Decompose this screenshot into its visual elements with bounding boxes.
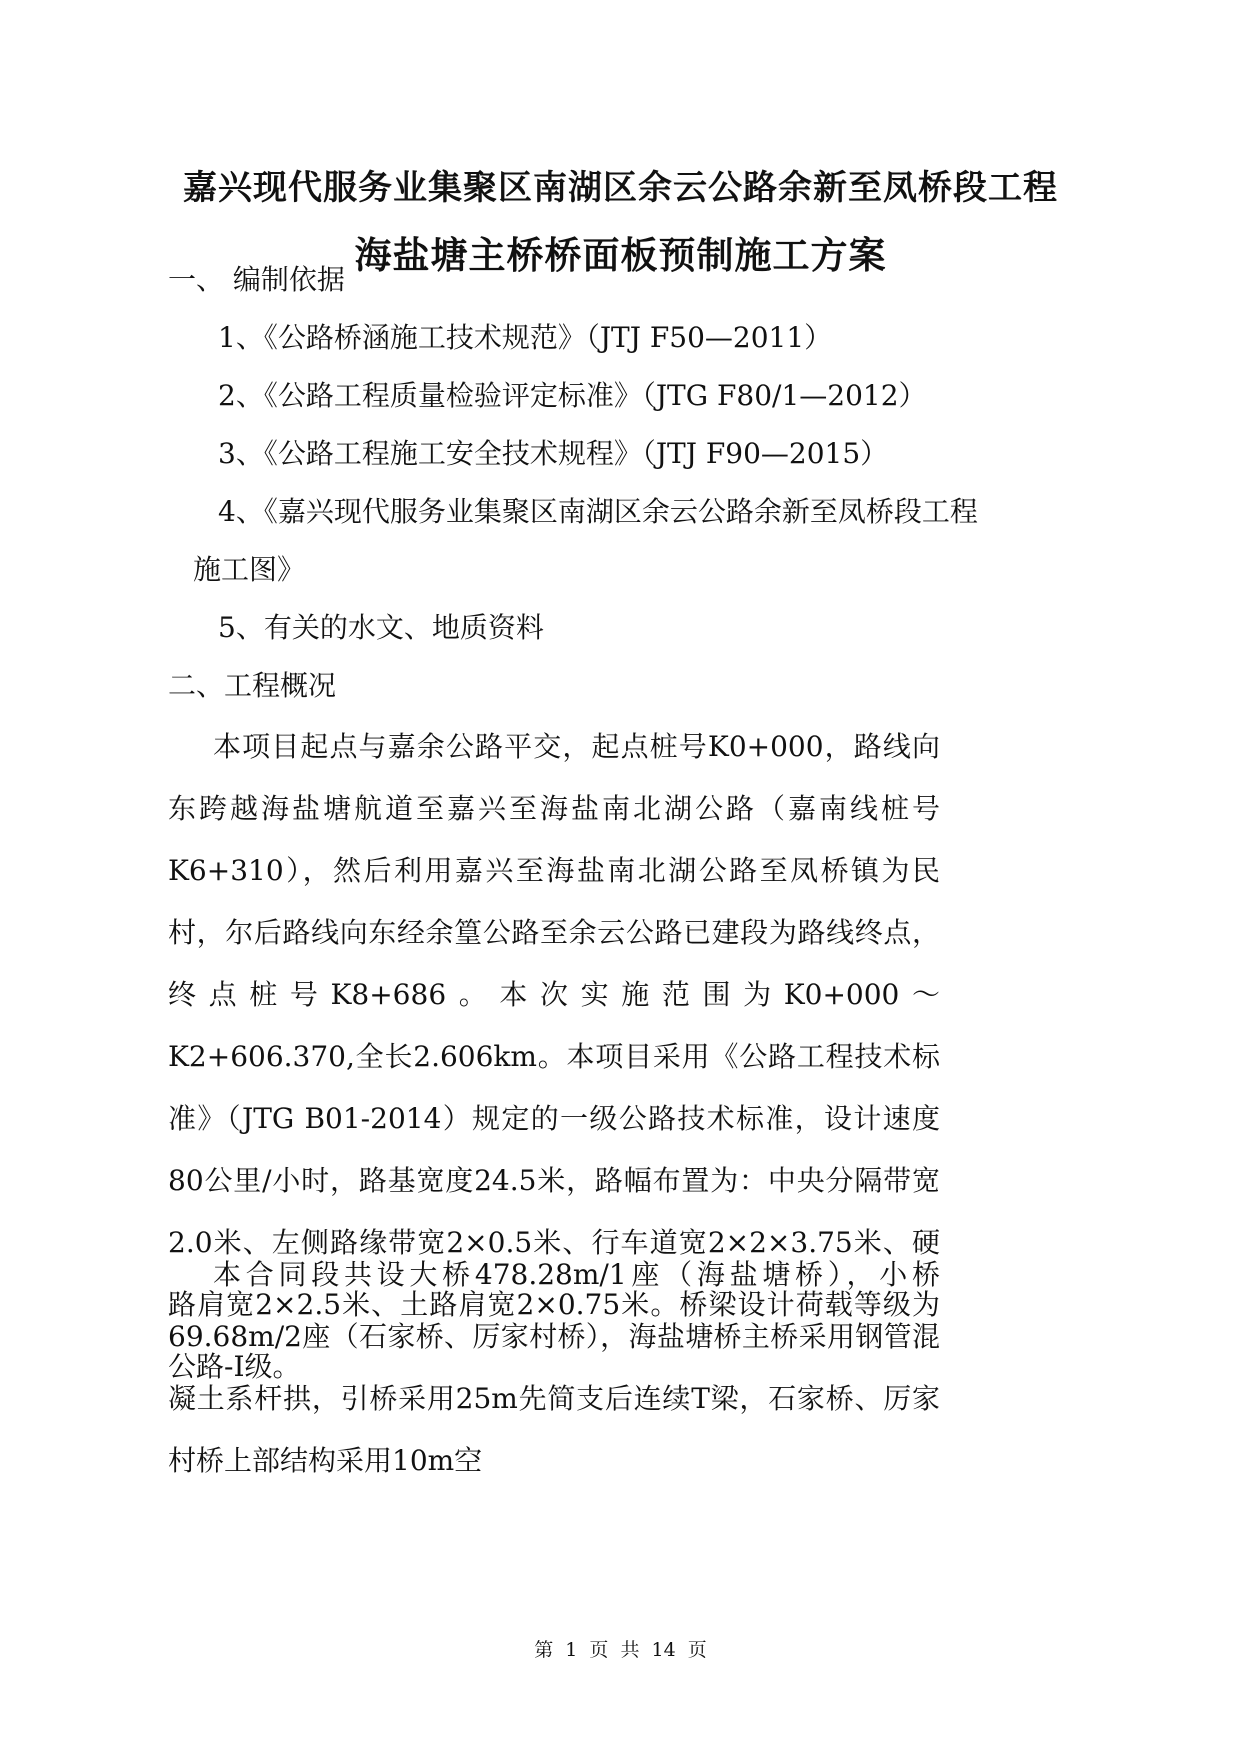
reference-item-3: 3、《公路工程施工安全技术规程》（JTJ F90—2015） <box>218 437 889 470</box>
reference-item-4: 4、《嘉兴现代服务业集聚区南湖区余云公路余新至凤桥段工程 <box>218 495 978 528</box>
section2-heading: 二、工程概况 <box>168 669 337 702</box>
page-footer: 第 1 页 共 14 页 <box>534 1639 707 1661</box>
document-title-line1: 嘉兴现代服务业集聚区南湖区余云公路余新至凤桥段工程 <box>183 168 1058 208</box>
reference-item-2: 2、《公路工程质量检验评定标准》（JTG F80/1—2012） <box>218 379 927 412</box>
reference-item-5: 5、有关的水文、地质资料 <box>218 611 544 644</box>
section1-heading: 一、 编制依据 <box>168 263 345 296</box>
overview-paragraph-1: 本项目起点与嘉余公路平交，起点桩号K0+000，路线向东跨越海盐塘航道至嘉兴至海盐南北湖公路（嘉南线桩号K6+310），然后利用嘉兴至海盐南北湖公路至凤桥镇为民村，尔后路线向东经余篁公路至余云公路已建段为路线终点，终点桩号K8+686。本次实施范围为K0+000～K2+606.370,全长2.606km。本项目采用《公路工程技术标准》（JTG B01-2014）规定的一级公路技术标准，设计速度80公里/小时，路基宽度24.5米，路幅布置为：中央分隔带宽2.0米、左侧路缘带宽2×0.5米、行车道宽2×2×3.75米、硬路肩宽2×2.5米、土路肩宽2×0.75米。桥梁设计荷载等级为公路-I级。 <box>168 730 940 1383</box>
reference-item-1: 1、《公路桥涵施工技术规范》（JTJ F50—2011） <box>218 321 833 354</box>
document-title-line2: 海盐塘主桥桥面板预制施工方案 <box>354 233 887 277</box>
overview-paragraph-2: 本合同段共设大桥478.28m/1座（海盐塘桥），小桥69.68m/2座（石家桥、厉家村桥），海盐塘桥主桥采用钢管混凝土系杆拱，引桥采用25m先简支后连续T梁，石家桥、厉家村桥上部结构采用10m空 <box>168 1258 940 1477</box>
reference-item-4-cont: 施工图》 <box>193 553 306 586</box>
